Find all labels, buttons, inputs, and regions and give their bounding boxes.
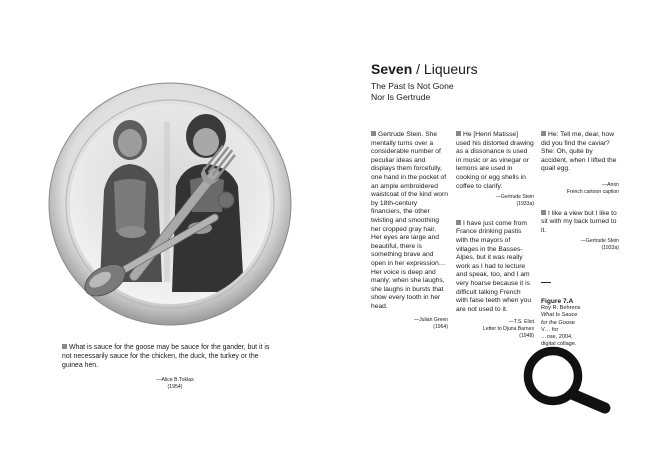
figure-line-5: digital collage. bbox=[541, 341, 577, 348]
col1-quote: Gertrude Stein. She mentally turns over a considerable number of peculiar ideas and displays them forcefully, one hand in the pocket of an ample embroidered waistcoat of the kind worn by 18th-century financiers, the other twisting and smoothing her cropped gray hair. Her eyes are large and beautiful, there is something brave and open in her expression…Her voice is deep and manly; when she laughs, she laughs in bursts that show every tooth in her head. bbox=[371, 131, 448, 310]
square-bullet-icon bbox=[456, 131, 461, 136]
col1-attribution bbox=[371, 317, 448, 331]
chapter-number: Seven bbox=[371, 61, 413, 77]
left-quote bbox=[62, 343, 277, 370]
left-quote-text: What is sauce for the goose may be sauce for the gander, but it is not necessarily sauce for the chicken, the duck, the turkey or the guinea hen. bbox=[62, 344, 270, 369]
left-quote-year: (1954) bbox=[167, 384, 183, 390]
col3-quote-1: He: Tell me, dear, how did you find the caviar? She: Oh, quite by accident, when I lifted the quail egg. bbox=[541, 131, 617, 173]
col2-author-1: —Gertrude Stein bbox=[495, 194, 534, 201]
col3-caption-1: French cartoon caption bbox=[566, 188, 619, 195]
chapter-subtitle bbox=[371, 81, 511, 103]
chapter-title bbox=[371, 60, 478, 78]
col3-author-2: —Gertrude Stein bbox=[580, 238, 619, 245]
figure-line-3: V… for bbox=[541, 326, 559, 333]
col3-attribution-2 bbox=[541, 238, 619, 252]
subtitle-line-2: Nor Is Gertrude bbox=[371, 92, 431, 102]
figure-line-4: …ose, 2004, bbox=[541, 334, 573, 341]
col3-author-1: —Anon bbox=[602, 181, 619, 188]
plate-collage-image bbox=[48, 82, 292, 326]
col2-author-2: —T.S. Eliot bbox=[508, 319, 534, 326]
col1-year: (1964) bbox=[433, 324, 448, 331]
col2-quote-1: He [Henri Matisse] used his distorted drawing as a dissonance is used in music or as vinegar or lemons are used in cooking or egg shells in coffee to clarify. bbox=[456, 131, 534, 190]
subtitle-line-1: The Past Is Not Gone bbox=[371, 81, 454, 91]
figure-title-line-2: for the Goose bbox=[541, 319, 575, 326]
col3-attribution-1 bbox=[541, 182, 619, 196]
magnifying-glass-icon[interactable] bbox=[513, 340, 615, 416]
left-quote-attribution bbox=[130, 377, 220, 391]
column-2 bbox=[456, 131, 534, 340]
col2-quote-2: I have just come from France drinking pastis with the mayors of villages in the Basses-Alpes, but it was really work as I had to lecture and speak, too, and I am very hoarse because it is difficult talking French with false teeth when you are not used to it. bbox=[456, 219, 532, 313]
square-bullet-icon bbox=[371, 131, 376, 136]
figure-divider bbox=[541, 282, 551, 283]
col2-attribution-2 bbox=[456, 319, 534, 339]
square-bullet-icon bbox=[541, 210, 546, 215]
figure-title-line-1: What Is Sauce bbox=[541, 312, 578, 319]
column-3 bbox=[541, 131, 619, 252]
figure-author: Roy R. Behrens bbox=[541, 305, 581, 312]
square-bullet-icon bbox=[541, 131, 546, 136]
square-bullet-icon bbox=[62, 344, 67, 349]
figure-label: Figure 7.A bbox=[541, 298, 574, 305]
col2-attribution-1 bbox=[456, 194, 534, 208]
chapter-name: Liqueurs bbox=[423, 61, 478, 77]
left-quote-author: —Alice B.Toklas bbox=[156, 377, 194, 383]
col3-quote-2: I like a view but I like to sit with my back turned to it. bbox=[541, 209, 617, 234]
col1-author: —Julian Green bbox=[414, 317, 448, 324]
col2-year-2: (1948) bbox=[519, 332, 534, 339]
column-1 bbox=[371, 131, 448, 331]
square-bullet-icon bbox=[456, 220, 461, 225]
col2-caption-2: Letter to Djuna Barnes bbox=[483, 326, 534, 333]
chapter-separator: / bbox=[412, 61, 424, 77]
col3-year-2: (1933a) bbox=[601, 245, 619, 252]
col2-year-1: (1933a) bbox=[516, 200, 534, 207]
